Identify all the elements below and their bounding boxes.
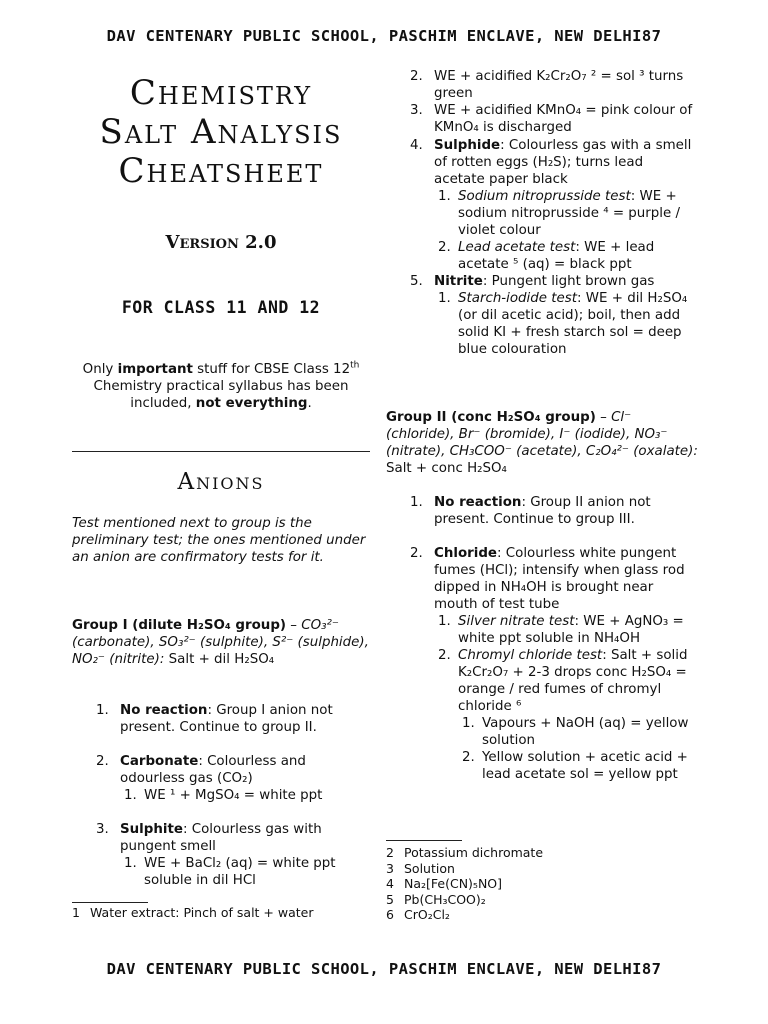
list-subitem: 1. Starch-iodide test: WE + dil H₂SO₄ (or dil acetic acid); boil, then add solid KI + fresh starch sol = deep blue colouration [438, 291, 688, 357]
list-item: 1. No reaction: Group I anion not present. Continue to group II. [96, 703, 333, 735]
group2-list [386, 494, 698, 783]
list-item: 2. Chloride: Colourless white pungent fumes (HCl); intensify when glass rod dipped in NH₄OH is brought near mouth of test tube 1. Silver nitrate test: WE + AgNO₃ = white ppt soluble in NH₄OH 2. Chromyl chloride test: Salt + solid K₂Cr₂O₇ + 2-3 drops conc H₂SO₄ = orange / red fumes of chromyl chloride ⁶ 1. Vapours + NaOH (aq) = yellow solution 2. Yellow solution + acetic acid + lead acetate sol = yellow ppt [386, 545, 698, 783]
sulphite-continued-list [386, 68, 698, 136]
page-header: DAV CENTENARY PUBLIC SCHOOL, PASCHIM ENCLAVE, NEW DELHI87 [106, 27, 662, 45]
list-item: 3. Sulphite: Colourless gas with pungent smell 1. WE + BaCl₂ (aq) = white ppt soluble in dil HCl [72, 821, 370, 889]
anions-note: Test mentioned next to group is the preliminary test; the ones mentioned under an anion are confirmatory tests for it. [72, 516, 366, 565]
group2-test: Salt + conc H₂SO₄ [386, 461, 507, 476]
footnote: 2 Potassium dichromate [386, 845, 544, 860]
footnotes-right [386, 845, 698, 923]
group2-title: Group II (conc H₂SO₄ group) [386, 410, 596, 425]
list-subitem: 2. Chromyl chloride test: Salt + solid K₂Cr₂O₇ + 2-3 drops conc H₂SO₄ = orange / red fumes of chromyl chloride ⁶ 1. Vapours + NaOH (aq) = yellow solution 2. Yellow solution + acetic acid + lead acetate sol = yellow ppt [434, 647, 698, 783]
intro-bold-important: important [117, 362, 193, 377]
list-subsubitem: 2. Yellow solution + acetic acid + lead acetate sol = yellow ppt [462, 750, 688, 782]
class-line: FOR CLASS 11 AND 12 [121, 298, 321, 317]
footnote-separator-right [386, 840, 698, 841]
anions-heading: Anions [177, 469, 265, 495]
version-label: Version 2.0 [165, 232, 277, 253]
list-subitem: 2. Lead acetate test: WE + lead acetate ⁵ (aq) = black ppt [438, 240, 655, 272]
title-line-1: Chemistry [129, 73, 313, 113]
footnote: 5 Pb(CH₃COO)₂ [386, 891, 486, 907]
section-divider [72, 451, 370, 452]
list-subitem: 3. WE + acidified KMnO₄ = pink colour of KMnO₄ is discharged [410, 103, 693, 135]
list-item: 5. Nitrite: Pungent light brown gas 1. Starch-iodide test: WE + dil H₂SO₄ (or dil acetic acid); boil, then add solid KI + fresh starch sol = deep blue colouration [386, 273, 698, 358]
title-line-3: Cheatsheet [118, 151, 324, 191]
list-item: 2. Carbonate: Colourless and odourless gas (CO₂) 1. WE ¹ + MgSO₄ = white ppt [72, 753, 370, 804]
list-subitem: 1. Sodium nitroprusside test: WE + sodium nitroprusside ⁴ = purple / violet colour [438, 189, 681, 238]
group2-ions: Cl⁻ (chloride), Br⁻ (bromide), I⁻ (iodide), NO₃⁻ (nitrate), CH₃COO⁻ (acetate), C₂O₄²⁻ (oxalate): [386, 410, 698, 459]
document-title [72, 74, 370, 191]
list-subsubitem: 1. Vapours + NaOH (aq) = yellow solution [462, 716, 689, 748]
intro-bold-not-everything: not everything [195, 396, 308, 411]
title-line-2: Salt Analysis [99, 112, 343, 152]
intro-text: Only important stuff for CBSE Class 12th Chemistry practical syllabus has been included, not everything. [82, 360, 360, 411]
group1-ions: CO₃²⁻ (carbonate), SO₃²⁻ (sulphite), S²⁻ (sulphide), NO₂⁻ (nitrite): [72, 618, 369, 667]
group1-test: Salt + dil H₂SO₄ [164, 652, 275, 667]
footnote: 3 Solution [386, 860, 455, 876]
list-subitem: 1. WE ¹ + MgSO₄ = white ppt [124, 788, 323, 803]
footnote: 4 Na₂[Fe(CN)₅NO] [386, 876, 503, 891]
group1-heading: Group I (dilute H₂SO₄ group) – CO₃²⁻ (carbonate), SO₃²⁻ (sulphite), S²⁻ (sulphide), NO₂⁻ (nitrite): Salt + dil H₂SO₄ [72, 618, 369, 667]
list-subitem: 1. WE + BaCl₂ (aq) = white ppt soluble in dil HCl [124, 856, 336, 888]
page-footer: DAV CENTENARY PUBLIC SCHOOL, PASCHIM ENCLAVE, NEW DELHI87 [106, 960, 662, 978]
group1-title: Group I (dilute H₂SO₄ group) [72, 618, 287, 633]
footnotes-left [72, 905, 370, 921]
footnote-separator-left [72, 902, 370, 903]
sulphide-nitrite-list [386, 137, 698, 358]
footnote: 1 Water extract: Pinch of salt + water [72, 905, 314, 920]
list-subitem: 1. Silver nitrate test: WE + AgNO₃ = white ppt soluble in NH₄OH [438, 614, 684, 646]
list-subitem: 2. WE + acidified K₂Cr₂O₇ ² = sol ³ turns green [410, 69, 684, 101]
group2-heading: Group II (conc H₂SO₄ group) – Cl⁻ (chloride), Br⁻ (bromide), I⁻ (iodide), NO₃⁻ (nitrate), CH₃COO⁻ (acetate), C₂O₄²⁻ (oxalate): Salt + conc H₂SO₄ [386, 410, 698, 476]
group1-list [72, 702, 370, 889]
list-item: 4. Sulphide: Colourless gas with a smell of rotten eggs (H₂S); turns lead acetate paper black 1. Sodium nitroprusside test: WE + sodium nitroprusside ⁴ = purple / violet colour 2. Lead acetate test: WE + lead acetate ⁵ (aq) = black ppt [386, 137, 698, 273]
footnote: 6 CrO₂Cl₂ [386, 907, 450, 922]
list-item: 1. No reaction: Group II anion not present. Continue to group III. [410, 495, 651, 527]
